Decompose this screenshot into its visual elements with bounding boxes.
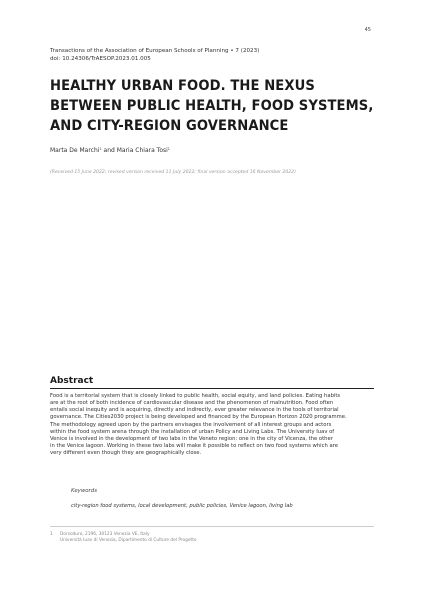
abstract-line: in the Venice lagoon. Working in these two labs will make it possible to reflect on two food systems which are — [50, 443, 338, 450]
footnote-affiliation: Università Iuav di Venezia, Dipartimento di Culture del Progetto — [60, 538, 197, 544]
doi: doi: 10.24306/TrAESOP.2023.01.005 — [50, 56, 151, 63]
keywords-list: city-region food systems, local development, public policies, Venice lagoon, living lab — [71, 503, 293, 509]
abstract-body — [50, 393, 374, 457]
article-title: HEALTHY URBAN FOOD. THE NEXUS BETWEEN PUBLIC HEALTH, FOOD SYSTEMS, AND CITY-REGION GOVERNANCE — [50, 77, 374, 134]
abstract-line: are at the root of both incidence of cardiovascular disease and the phenomenon of malnutrition. Food often — [50, 400, 334, 407]
abstract-line: within the food system arena through the installation of urban Policy and Living Labs. The University Iuav of — [50, 428, 335, 435]
journal-info — [50, 47, 259, 63]
keywords-heading: Keywords — [71, 488, 98, 494]
section-divider — [50, 388, 374, 389]
authors — [50, 147, 170, 154]
submission-dates: (Received 15 June 2022; revised version received 11 July 2022; final version accepted 16 November 2022) — [50, 170, 296, 175]
abstract-line: Food is a territorial system that is closely linked to public health, social equity, and land policies. Eating habits — [50, 393, 341, 399]
page-number: 45 — [364, 27, 371, 33]
abstract-heading: Abstract — [50, 376, 94, 386]
abstract-line: Venice is involved in the development of two labs in the Veneto region: one in the city of Vicenza, the other — [50, 435, 333, 442]
journal-citation: Transactions of the Association of European Schools of Planning • 7 (2023) — [50, 48, 260, 54]
abstract-line: The methodology agreed upon by the partners envisages the involvement of all interest groups and actors — [50, 421, 332, 428]
footnote-address: Dorsoduro, 2196, 30123 Venezia VE, Italy — [60, 532, 150, 537]
author-name: Marta De Marchi — [50, 147, 100, 154]
abstract-line: governance. The Cities2030 project is being developed and financed by the European Horizon 2020 programme. — [50, 414, 347, 421]
footnote-number: 1 — [50, 532, 53, 537]
footnote-divider — [50, 526, 374, 527]
author-affiliation-mark: 1 — [167, 147, 170, 151]
footnote — [50, 532, 197, 545]
author-affiliation-mark: 1 — [99, 147, 102, 151]
abstract-line: very different even though they are geographically close. — [50, 450, 202, 457]
abstract-line: entails social inequity and is acquiring, directly and indirectly, ever greater relevance in the tools of territorial — [50, 407, 339, 414]
author-name: and Maria Chiara Tosi — [101, 147, 168, 154]
